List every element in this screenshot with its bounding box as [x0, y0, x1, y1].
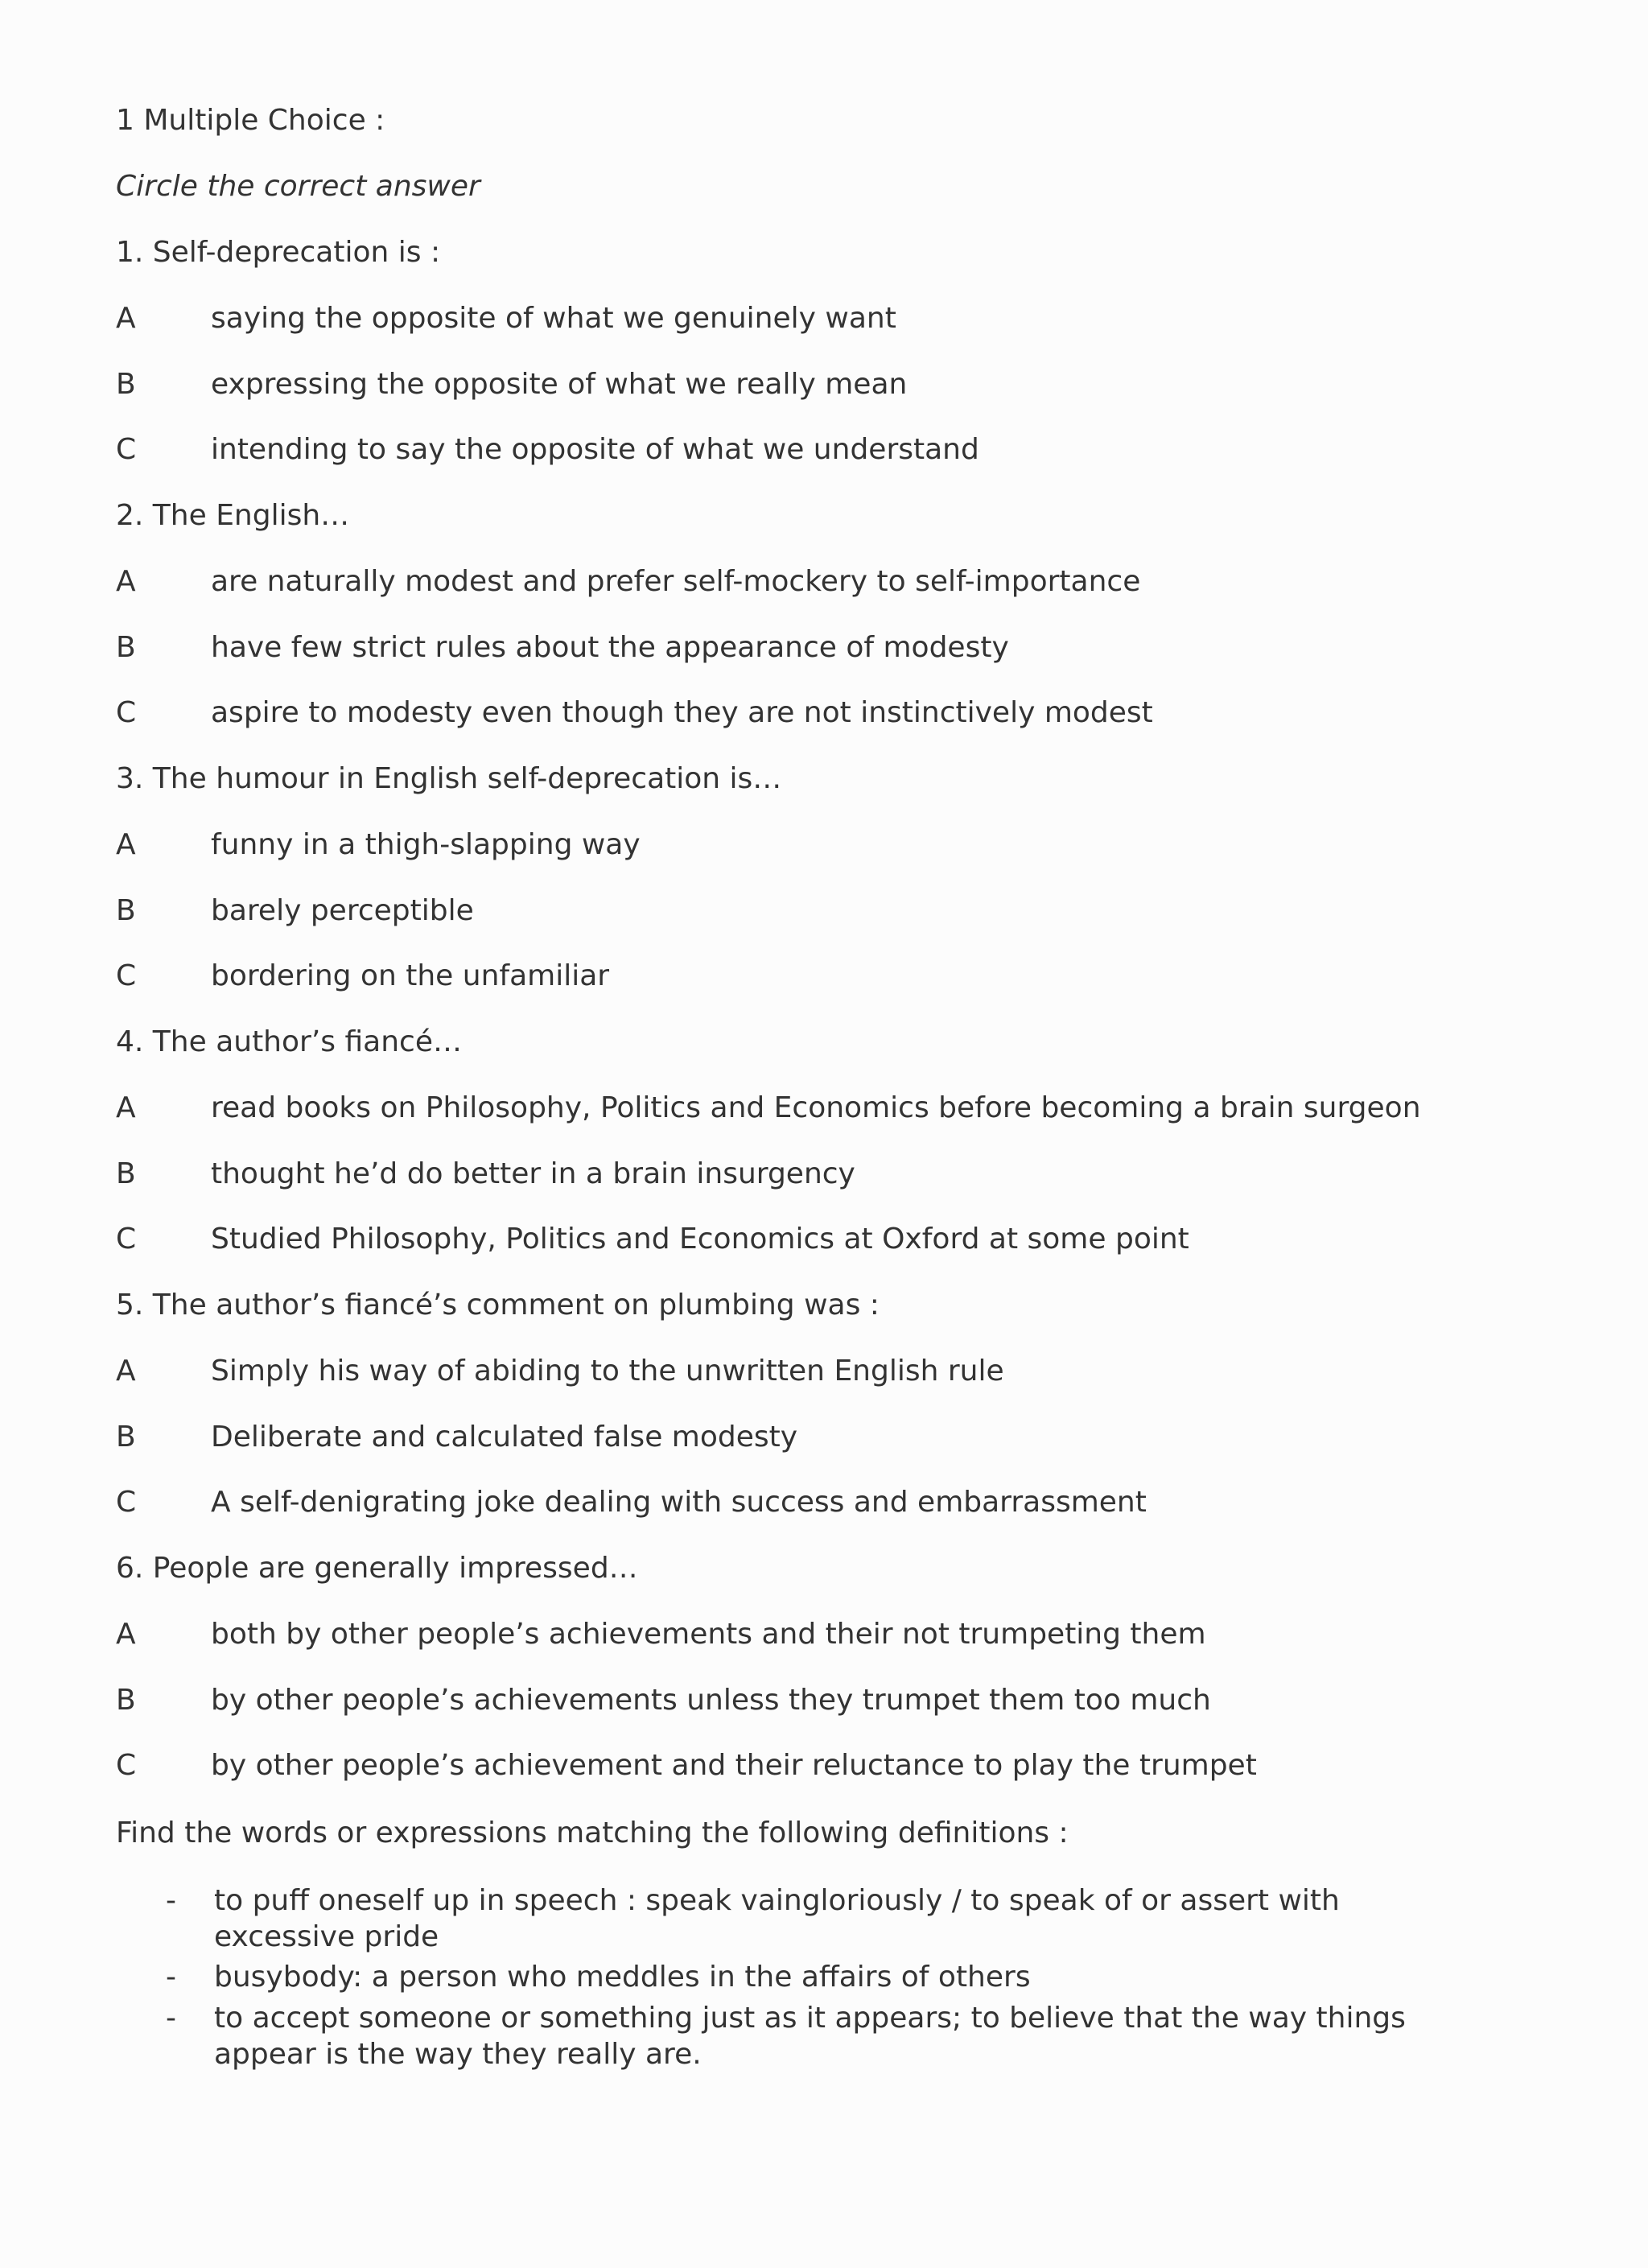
answer-option[interactable]	[116, 1617, 1206, 1652]
option-letter: A	[116, 1618, 136, 1651]
answer-option[interactable]	[116, 1420, 797, 1454]
answer-option[interactable]	[116, 1222, 1189, 1256]
bullet-dash: -	[166, 1884, 176, 1917]
answer-option[interactable]	[116, 432, 979, 467]
option-letter: C	[116, 959, 137, 992]
option-text: thought he’d do better in a brain insurgency	[211, 1157, 855, 1190]
question-prompt: 3. The humour in English self-deprecation is…	[116, 762, 782, 795]
definitions-list	[166, 1883, 1485, 2077]
definition-item	[166, 2001, 1485, 2072]
instructions-text: Circle the correct answer	[116, 170, 480, 203]
option-letter: C	[116, 1749, 137, 1782]
option-text: Studied Philosophy, Politics and Economics at Oxford at some point	[211, 1223, 1189, 1256]
option-letter: C	[116, 433, 137, 466]
option-letter: B	[116, 368, 136, 401]
definition-item	[166, 1960, 1485, 1996]
answer-option[interactable]	[116, 1354, 1004, 1388]
option-text: bordering on the unfamiliar	[211, 959, 610, 992]
question-prompt: 6. People are generally impressed…	[116, 1552, 638, 1585]
answer-option[interactable]	[116, 1485, 1147, 1520]
answer-option[interactable]	[116, 1748, 1257, 1783]
answer-option[interactable]	[116, 959, 609, 993]
option-letter: B	[116, 631, 136, 664]
option-letter: C	[116, 1223, 137, 1256]
section-title: 1 Multiple Choice :	[116, 104, 385, 137]
answer-option[interactable]	[116, 893, 474, 928]
option-letter: C	[116, 1486, 137, 1519]
option-text: are naturally modest and prefer self-mockery to self-importance	[211, 565, 1141, 598]
answer-option[interactable]	[116, 695, 1153, 730]
answer-option[interactable]	[116, 1683, 1211, 1717]
option-letter: A	[116, 828, 136, 861]
option-letter: A	[116, 1355, 136, 1388]
option-letter: A	[116, 565, 136, 598]
option-letter: B	[116, 1684, 136, 1717]
question-prompt: 1. Self-deprecation is :	[116, 236, 441, 269]
option-text: funny in a thigh-slapping way	[211, 828, 641, 861]
question-prompt: 2. The English…	[116, 499, 350, 532]
answer-option[interactable]	[116, 367, 907, 402]
answer-option[interactable]	[116, 1157, 855, 1191]
option-text: have few strict rules about the appearance of modesty	[211, 631, 1009, 664]
option-text: by other people’s achievement and their reluctance to play the trumpet	[211, 1749, 1257, 1782]
option-text: saying the opposite of what we genuinely want	[211, 302, 896, 335]
definition-item	[166, 1883, 1485, 1955]
option-letter: B	[116, 894, 136, 927]
definition-text: to puff oneself up in speech : speak vaingloriously / to speak of or assert with excessive pride	[214, 1884, 1340, 1953]
option-text: expressing the opposite of what we really mean	[211, 368, 908, 401]
option-text: A self-denigrating joke dealing with success and embarrassment	[211, 1486, 1147, 1519]
answer-option[interactable]	[116, 301, 896, 336]
question-prompt: 5. The author’s fiancé’s comment on plumbing was :	[116, 1289, 880, 1322]
option-letter: A	[116, 1091, 136, 1124]
option-text: Simply his way of abiding to the unwritten English rule	[211, 1355, 1004, 1388]
question-prompt: 4. The author’s fiancé…	[116, 1025, 462, 1058]
answer-option[interactable]	[116, 630, 1009, 665]
option-letter: A	[116, 302, 136, 335]
option-text: both by other people’s achievements and their not trumpeting them	[211, 1618, 1206, 1651]
answer-option[interactable]	[116, 564, 1140, 599]
option-text: by other people’s achievements unless they trumpet them too much	[211, 1684, 1211, 1717]
bullet-dash: -	[166, 1961, 176, 1994]
option-text: Deliberate and calculated false modesty	[211, 1421, 798, 1454]
option-letter: B	[116, 1421, 136, 1454]
answer-option[interactable]	[116, 1091, 1421, 1125]
option-text: intending to say the opposite of what we understand	[211, 433, 979, 466]
option-text: read books on Philosophy, Politics and Economics before becoming a brain surgeon	[211, 1091, 1421, 1124]
definitions-heading: Find the words or expressions matching the following definitions :	[116, 1816, 1069, 1849]
answer-option[interactable]	[116, 827, 641, 862]
option-letter: B	[116, 1157, 136, 1190]
definition-text: busybody: a person who meddles in the affairs of others	[214, 1961, 1031, 1994]
option-letter: C	[116, 696, 137, 729]
option-text: barely perceptible	[211, 894, 474, 927]
bullet-dash: -	[166, 2001, 176, 2035]
option-text: aspire to modesty even though they are not instinctively modest	[211, 696, 1153, 729]
definition-text: to accept someone or something just as it appears; to believe that the way things appear is the way they really are.	[214, 2001, 1406, 2071]
